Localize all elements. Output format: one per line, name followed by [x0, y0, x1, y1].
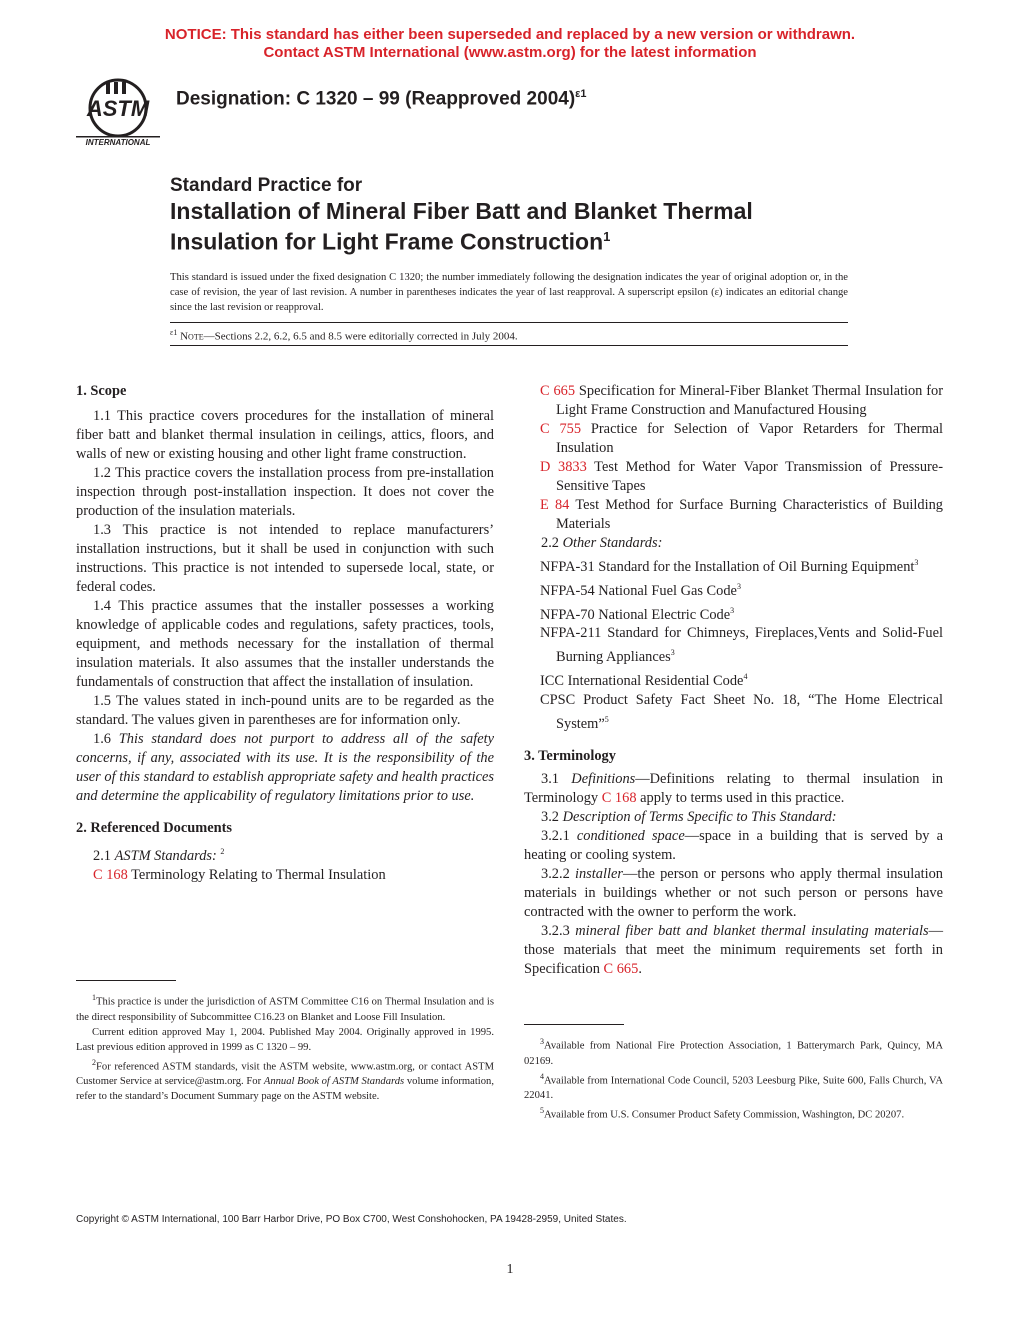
ref-cpsc: CPSC Product Safety Fact Sheet No. 18, “The Home Electrical System”$^5$ [540, 691, 943, 732]
editorial-note [170, 328, 518, 343]
supersession-notice [0, 26, 1020, 62]
ref-c755: C 755 Practice for Selection of Vapor Retarders for Thermal Insulation [540, 421, 943, 456]
designation-text: Designation: C 1320 – 99 (Reapproved 2004) [176, 88, 576, 110]
refdocs-2-1: 2.1 ASTM Standards: $^2$ [93, 847, 225, 864]
notice-line-1: NOTICE: This standard has either been superseded and replaced by a new version or withdrawn. [164, 26, 856, 43]
term-3-2-2: 3.2.2 installer—the person or persons who apply thermal insulation materials in buildings whether or not such person or persons have contracted with the owner to perform the work. [524, 865, 943, 920]
term-3-1: 3.1 Definitions—Definitions relating to thermal insulation in Terminology C 168 apply to terms used in this practice. [524, 770, 943, 806]
refdocs-2-2: 2.2 Other Standards: [541, 535, 663, 551]
link-c665[interactable]: C 665 [540, 383, 576, 399]
designation [176, 88, 587, 110]
ref-d3833: D 3833 Test Method for Water Vapor Transmission of Pressure-Sensitive Tapes [540, 459, 943, 494]
edit-note-text: —Sections 2.2, 6.2, 6.5 and 8.5 were editorially corrected in July 2004. [203, 330, 518, 343]
left-column [76, 382, 494, 885]
ref-icc: ICC International Residential Code$^4$ [540, 672, 748, 689]
footnote-rule-left [76, 980, 176, 981]
ref-nfpa70: NFPA-70 National Electric Code$^3$ [540, 605, 735, 623]
title-footnote-ref: 1 [603, 229, 611, 244]
left-footnotes [76, 990, 494, 1104]
link-d3833[interactable]: D 3833 [540, 459, 587, 475]
scope-1-2: 1.2 This practice covers the installation process from pre-installation inspection through post-installation inspection. It does not cover the production of the insulation materials. [76, 465, 494, 519]
link-c168[interactable]: C 168 [93, 866, 128, 883]
term-3-2: 3.2 Description of Terms Specific to This Standard: [541, 808, 837, 825]
scope-1-4: 1.4 This practice assumes that the installer possesses a working knowledge of applicable codes and regulations, safety practices, tools, equipment, and methods necessary for the installation of thermal insulation materials. It also assumes that the installer understands the fundamentals of construction that affect the installation of insulation. [76, 598, 494, 690]
issue-note: This standard is issued under the fixed designation C 1320; the number immediately following the designation indicates the year of original adoption or, in the case of revision, the year of last revision. A number in parentheses indicates the year of last reapproval. A superscript epsilon (ε) indicates an editorial change since the last revision or reapproval. [170, 272, 848, 313]
divider-top [170, 322, 848, 323]
designation-epsilon: ε1 [575, 88, 587, 100]
ref-e84: E 84 Test Method for Surface Burning Characteristics of Building Materials [540, 497, 943, 532]
terminology-heading: 3. Terminology [524, 747, 616, 764]
ref-nfpa31: NFPA-31 Standard for the Installation of Oil Burning Equipment$^3$ [540, 558, 919, 575]
edit-note-epsilon: ε1 [170, 328, 178, 337]
term-3-2-1: 3.2.1 conditioned space—space in a building that is served by a heating or cooling system. [524, 827, 943, 863]
ref-c168: C 168 Terminology Relating to Thermal Insulation [93, 866, 386, 883]
link-e84[interactable]: E 84 [540, 497, 570, 513]
notice-line-2: Contact ASTM International (www.astm.org) for the latest information [263, 44, 757, 61]
footnote-4: $^4$Available from International Code Council, 5203 Leesburg Pike, Suite 600, Falls Church, VA 22041. [524, 1071, 943, 1102]
document-title [170, 198, 850, 255]
scope-heading: 1. Scope [76, 383, 127, 399]
scope-1-5: 1.5 The values stated in inch-pound units are to be regarded as the standard. The values given in parentheses are for information only. [76, 693, 494, 728]
footnote-2: $^2$For referenced ASTM standards, visit the ASTM website, www.astm.org, or contact ASTM Customer Service at service@astm.org. For Annual Book of ASTM Standards volume information, refer to the standard’s Document Summary page on the ASTM website. [76, 1057, 494, 1103]
divider-bottom [170, 345, 848, 346]
footnote-1: $^1$This practice is under the jurisdiction of ASTM Committee C16 on Thermal Insulation and is the direct responsibility of Subcommittee C16.23 on Blanket and Loose Fill Insulation. [76, 993, 494, 1023]
svg-text:ASTM: ASTM [86, 96, 150, 121]
link-c755[interactable]: C 755 [540, 421, 582, 437]
page-number: 1 [506, 1262, 514, 1277]
copyright-line: Copyright © ASTM International, 100 Barr Harbor Drive, PO Box C700, West Conshohocken, PA 19428-2959, United States. [76, 1214, 627, 1225]
scope-1-3: 1.3 This practice is not intended to replace manufacturers’ installation instructions, but it shall be used in conjunction with such instructions. This practice is not intended to supersede local, state, or federal codes. [76, 522, 494, 595]
right-column [524, 382, 943, 979]
astm-logo-icon [76, 76, 160, 148]
right-footnotes [524, 1034, 943, 1123]
scope-1-1: 1.1 This practice covers procedures for the installation of mineral fiber batt and blanket thermal insulation in ceilings, attics, floors, and walls of new or existing housing and other light frame construction. [76, 408, 494, 462]
footnote-5: $^5$Available from U.S. Consumer Product Safety Commission, Washington, DC 20207. [540, 1106, 905, 1121]
term-3-2-3: 3.2.3 mineral fiber batt and blanket thermal insulating materials—those materials that meet the minimum requirements set forth in Specification C 665. [524, 922, 943, 977]
footnote-3: $^3$Available from National Fire Protection Association, 1 Batterymarch Park, Quincy, MA 02169. [524, 1037, 943, 1067]
link-c665-term[interactable]: C 665 [603, 960, 639, 977]
astm-logo [76, 76, 160, 148]
ref-nfpa54: NFPA-54 National Fuel Gas Code$^3$ [540, 581, 741, 599]
ref-nfpa211: NFPA-211 Standard for Chimneys, Fireplaces,Vents and Solid-Fuel Burning Appliances$^3$ [540, 625, 943, 666]
refdocs-heading: 2. Referenced Documents [76, 820, 232, 836]
footnote-rule-right [524, 1024, 624, 1025]
svg-text:INTERNATIONAL: INTERNATIONAL [85, 138, 151, 147]
link-c168-term[interactable]: C 168 [601, 789, 637, 806]
title-line-2: Insulation for Light Frame Construction$^1$ [170, 228, 611, 255]
title-line-1: Installation of Mineral Fiber Batt and Blanket Thermal [170, 198, 753, 224]
ref-c665: C 665 Specification for Mineral-Fiber Blanket Thermal Insulation for Light Frame Construction and Manufactured Housing [540, 383, 943, 418]
title-prefix: Standard Practice for [170, 175, 363, 196]
footnote-1b: Current edition approved May 1, 2004. Published May 2004. Originally approved in 1995. Last previous edition approved in 1999 as C 1320 – 99. [76, 1026, 494, 1053]
scope-1-6: 1.6 This standard does not purport to address all of the safety concerns, if any, associated with its use. It is the responsibility of the user of this standard to establish appropriate safety and health practices and determine the applicability of regulatory limitations prior to use. [76, 731, 494, 804]
edit-note-label: Note [180, 330, 204, 343]
